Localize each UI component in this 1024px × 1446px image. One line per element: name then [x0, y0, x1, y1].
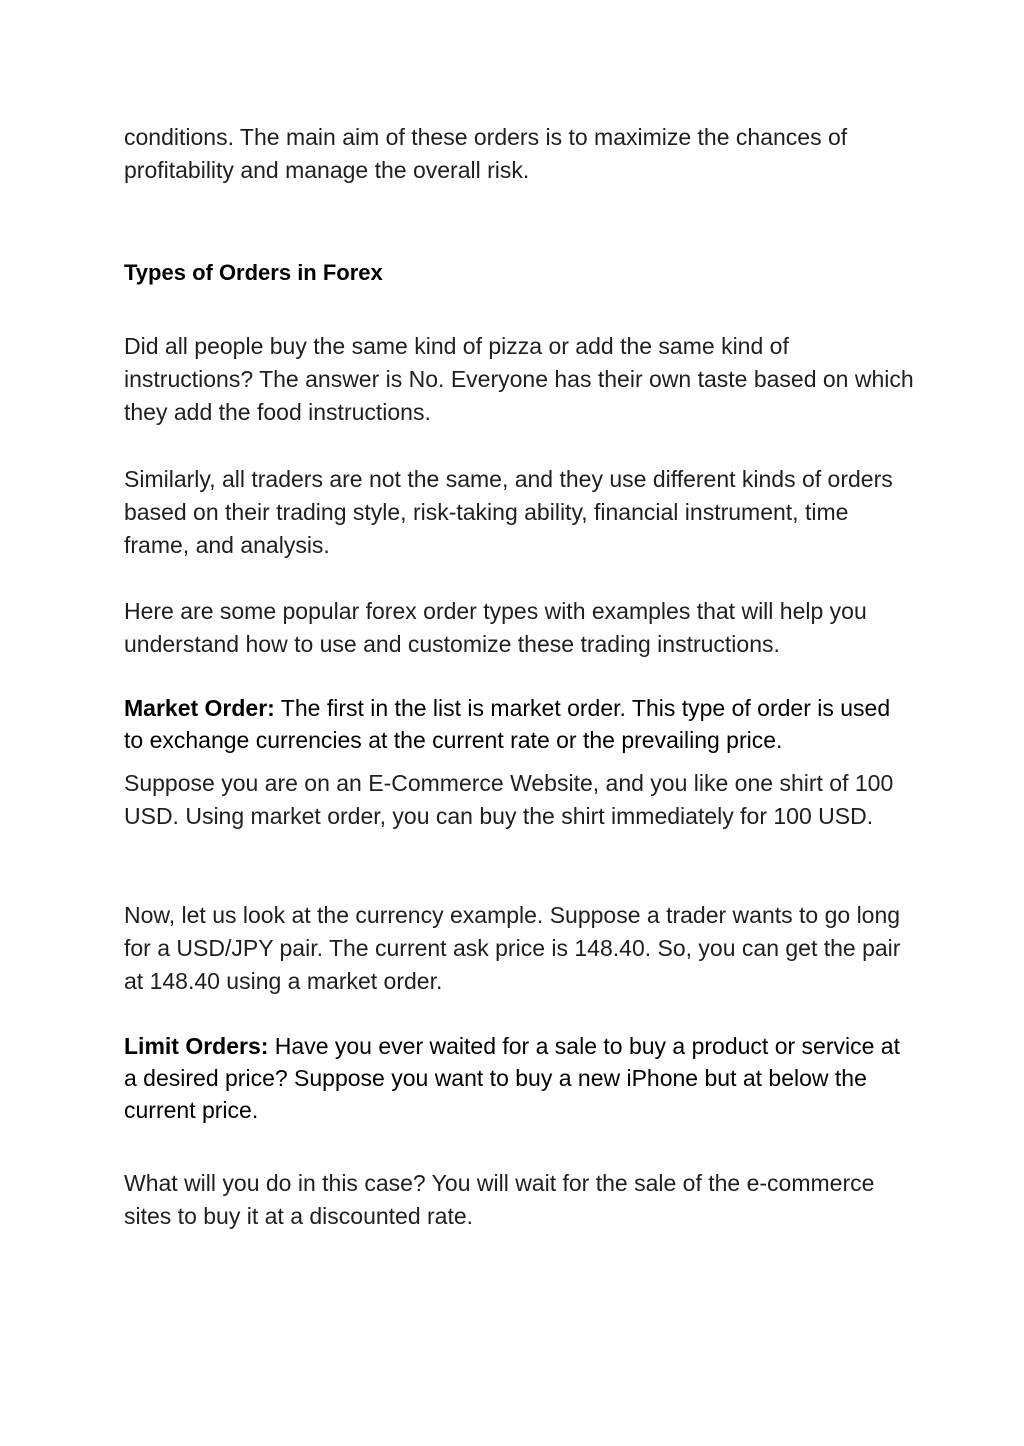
- limit-orders-paragraph: [124, 1030, 914, 1126]
- intro-paragraph: conditions. The main aim of these orders is to maximize the chances of profitability and manage the overall risk.: [124, 124, 848, 183]
- paragraph-order-types: Here are some popular forex order types with examples that will help you understand how to use and customize these trading instructions.: [124, 598, 867, 657]
- market-order-paragraph: [124, 692, 914, 756]
- limit-orders-label: Limit Orders:: [124, 1033, 269, 1059]
- market-order-example-shirt: Suppose you are on an E-Commerce Website, and you like one shirt of 100 USD. Using market order, you can buy the shirt immediately for 100 USD.: [124, 770, 894, 829]
- paragraph-pizza: Did all people buy the same kind of pizza or add the same kind of instructions? The answer is No. Everyone has their own taste based on which they add the food instructions.: [124, 333, 914, 425]
- section-heading: Types of Orders in Forex: [124, 260, 383, 285]
- market-order-text: The first in the list is market order. This type of order is used to exchange currencies at the current rate or the prevailing price.: [124, 695, 891, 753]
- market-order-example-currency: Now, let us look at the currency example. Suppose a trader wants to go long for a USD/JPY pair. The current ask price is 148.40. So, you can get the pair at 148.40 using a market order.: [124, 902, 901, 994]
- limit-orders-text: Have you ever waited for a sale to buy a product or service at a desired price? Suppose you want to buy a new iPhone but at below the current price.: [124, 1033, 900, 1123]
- paragraph-traders: Similarly, all traders are not the same, and they use different kinds of orders based on their trading style, risk-taking ability, financial instrument, time frame, and analysis.: [124, 466, 893, 558]
- limit-orders-example-sale: What will you do in this case? You will wait for the sale of the e-commerce sites to buy it at a discounted rate.: [124, 1170, 875, 1229]
- market-order-label: Market Order:: [124, 695, 275, 721]
